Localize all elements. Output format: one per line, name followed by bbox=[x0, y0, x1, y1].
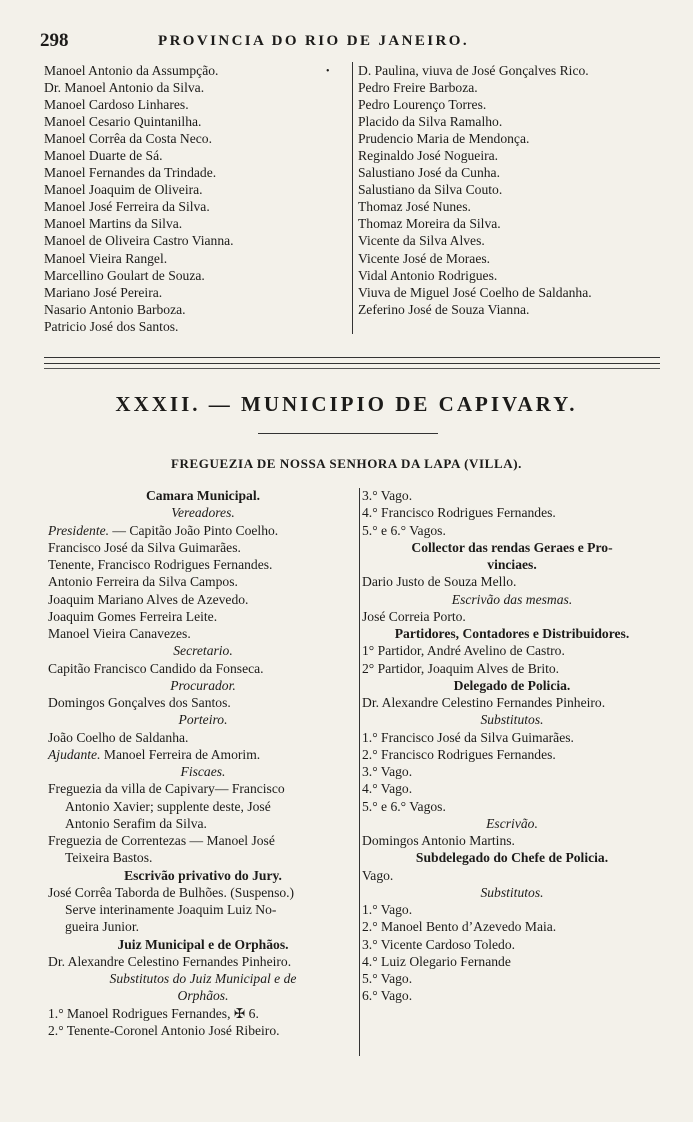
substituto: 1.° Manoel Rodrigues Fernandes, ✠ 6. bbox=[48, 1005, 259, 1021]
list-item: Vidal Antonio Rodrigues. bbox=[358, 267, 498, 283]
list-item: Pedro Lourenço Torres. bbox=[358, 97, 487, 113]
short-rule bbox=[258, 433, 438, 434]
list-item: Nasario Antonio Barboza. bbox=[44, 301, 186, 317]
escrivao-label: Escrivão. bbox=[486, 815, 538, 831]
subdelegado-substituto: 5.° Vago. bbox=[362, 971, 413, 986]
running-title: PROVINCIA DO RIO DE JANEIRO. bbox=[158, 33, 469, 49]
list-item: Thomaz Moreira da Silva. bbox=[358, 216, 501, 232]
porteiro: João Coelho de Saldanha. bbox=[48, 729, 189, 745]
list-item: Salustiano da Silva Couto. bbox=[358, 182, 503, 198]
vago-3: 3.° Vago. bbox=[362, 488, 413, 503]
vereador: Tenente, Francisco Rodrigues Fernandes. bbox=[48, 557, 273, 572]
subdelegado: Vago. bbox=[362, 867, 394, 883]
ajudante-label: Ajudante. bbox=[48, 746, 101, 762]
delegado-substituto: 4.° Vago. bbox=[362, 781, 413, 797]
list-item: Manoel Cesario Quintanilha. bbox=[44, 114, 202, 130]
subdelegado-substituto: 2.° Manoel Bento d’Azevedo Maia. bbox=[362, 919, 557, 935]
secretario: Capitão Francisco Candido da Fonseca. bbox=[48, 660, 264, 676]
list-item: Prudencio Maria de Mendonça. bbox=[358, 131, 530, 147]
substitutos-label: Substitutos. bbox=[480, 884, 544, 900]
list-item: Salustiano José da Cunha. bbox=[358, 165, 500, 181]
list-item: Vicente da Silva Alves. bbox=[358, 233, 485, 249]
presidente-line bbox=[48, 522, 358, 539]
procurador: Domingos Gonçalves dos Santos. bbox=[48, 695, 231, 710]
delegado-heading: Delegado de Policia. bbox=[453, 677, 571, 693]
escrivao-jury: José Corrêa Taborda de Bulhões. (Suspenso.) bbox=[48, 884, 295, 900]
double-rule bbox=[44, 357, 660, 364]
list-item: Manoel Cardoso Linhares. bbox=[44, 97, 189, 113]
list-item: Viuva de Miguel José Coelho de Saldanha. bbox=[358, 284, 592, 300]
vereador: Francisco José da Silva Guimarães. bbox=[48, 539, 241, 555]
escrivao: Domingos Antonio Martins. bbox=[362, 833, 515, 848]
parish-title: FREGUEZIA DE NOSSA SENHORA DA LAPA (VILLA). bbox=[171, 456, 522, 471]
subdelegado-heading: Subdelegado do Chefe de Policia. bbox=[415, 850, 609, 866]
partidor: 2° Partidor, Joaquim Alves de Brito. bbox=[362, 660, 560, 676]
delegado-substituto: 2.° Francisco Rodrigues Fernandes. bbox=[362, 746, 556, 762]
column-divider bbox=[359, 488, 360, 1056]
fiscal-1-cont: Antonio Serafim da Silva. bbox=[65, 815, 207, 831]
porteiro-label: Porteiro. bbox=[178, 712, 228, 728]
secretario-label: Secretario. bbox=[173, 643, 233, 659]
partidor: 1° Partidor, André Avelino de Castro. bbox=[362, 643, 565, 659]
delegado-substituto: 1.° Francisco José da Silva Guimarães. bbox=[362, 729, 574, 745]
escrivao-jury-heading: Escrivão privativo do Jury. bbox=[124, 867, 282, 883]
list-item: Manoel Fernandes da Trindade. bbox=[44, 165, 217, 181]
page-header bbox=[40, 30, 652, 52]
list-item: Mariano José Pereira. bbox=[44, 284, 163, 300]
escrivao-jury-cont: gueira Junior. bbox=[65, 919, 139, 935]
coletor: Dario Justo de Souza Mello. bbox=[362, 574, 517, 590]
presidente-label: Presidente. bbox=[48, 522, 110, 538]
fiscal-1-cont: Antonio Xavier; supplente deste, José bbox=[65, 798, 271, 814]
vereador: Manoel Vieira Canavezes. bbox=[48, 626, 191, 641]
substitutos-label-cont: Orphãos. bbox=[177, 988, 229, 1004]
list-item: Thomaz José Nunes. bbox=[358, 199, 471, 215]
escrivao: José Correia Porto. bbox=[362, 608, 466, 624]
vereador: Antonio Ferreira da Silva Campos. bbox=[48, 574, 238, 590]
partidores-heading: Partidores, Contadores e Distribuidores. bbox=[394, 626, 630, 641]
fiscal-1: Freguezia da villa de Capivary— Francisco bbox=[48, 781, 285, 797]
list-item: D. Paulina, viuva de José Gonçalves Rico. bbox=[358, 63, 589, 78]
list-item: Manoel Vieira Rangel. bbox=[44, 250, 168, 266]
ajudante-name: Manoel Ferreira de Amorim. bbox=[100, 746, 261, 762]
juiz-heading: Juiz Municipal e de Orphãos. bbox=[117, 936, 289, 952]
substitutos-label: Substitutos do Juiz Municipal e de bbox=[109, 971, 297, 986]
substituto: 2.° Tenente-Coronel Antonio José Ribeiro. bbox=[48, 1022, 280, 1038]
list-item: Marcellino Goulart de Souza. bbox=[44, 267, 205, 283]
vagos-5-6: 5.° e 6.° Vagos. bbox=[362, 522, 446, 538]
juiz: Dr. Alexandre Celestino Fernandes Pinheiro. bbox=[48, 953, 292, 969]
list-item: Manoel Joaquim de Oliveira. bbox=[44, 182, 203, 198]
subdelegado-substituto: 3.° Vicente Cardoso Toledo. bbox=[362, 936, 516, 952]
list-item: Reginaldo José Nogueira. bbox=[358, 148, 499, 164]
list-item: Manoel Duarte de Sá. bbox=[44, 148, 163, 164]
escrivao-label: Escrivão das mesmas. bbox=[451, 591, 573, 607]
presidente-name: — Capitão João Pinto Coelho. bbox=[109, 522, 279, 538]
vereadores-label: Vereadores. bbox=[171, 505, 235, 521]
list-item: Placido da Silva Ramalho. bbox=[358, 114, 503, 130]
column-divider bbox=[352, 62, 353, 334]
list-item: Manoel Corrêa da Costa Neco. bbox=[44, 131, 212, 147]
left-column bbox=[48, 487, 358, 1039]
list-item: Manoel José Ferreira da Silva. bbox=[44, 199, 210, 215]
list-item: Vicente José de Moraes. bbox=[358, 250, 491, 266]
coletor-heading: Collector das rendas Geraes e Pro- bbox=[411, 539, 613, 555]
top-right-name-list bbox=[358, 62, 592, 318]
list-item: Patricio José dos Santos. bbox=[44, 318, 179, 334]
vereador: Joaquim Mariano Alves de Azevedo. bbox=[48, 591, 249, 607]
fiscaes-label: Fiscaes. bbox=[180, 764, 226, 779]
stray-dot: • bbox=[326, 66, 330, 77]
list-item: Manoel Antonio da Assumpção. bbox=[44, 63, 219, 78]
page-number: 298 bbox=[40, 30, 69, 51]
subdelegado-substituto: 4.° Luiz Olegario Fernande bbox=[362, 953, 511, 969]
section-title: XXXII. — MUNICIPIO DE CAPIVARY. bbox=[115, 392, 578, 416]
fiscal-2-cont: Teixeira Bastos. bbox=[65, 850, 153, 866]
procurador-label: Procurador. bbox=[170, 677, 236, 693]
vereador-4: 4.° Francisco Rodrigues Fernandes. bbox=[362, 505, 556, 521]
rule bbox=[44, 368, 660, 369]
ajudante-line bbox=[48, 746, 358, 763]
list-item: Manoel de Oliveira Castro Vianna. bbox=[44, 233, 234, 249]
list-item: Manoel Martins da Silva. bbox=[44, 216, 183, 232]
delegado-substituto: 3.° Vago. bbox=[362, 764, 413, 779]
list-item: Zeferino José de Souza Vianna. bbox=[358, 301, 530, 317]
vereador: Joaquim Gomes Ferreira Leite. bbox=[48, 608, 218, 624]
right-column bbox=[362, 487, 662, 1005]
fiscal-2: Freguezia de Correntezas — Manoel José bbox=[48, 833, 275, 848]
delegado-substituto: 5.° e 6.° Vagos. bbox=[362, 798, 446, 814]
subdelegado-substituto: 1.° Vago. bbox=[362, 902, 413, 917]
top-left-name-list bbox=[44, 62, 234, 335]
substitutos-label: Substitutos. bbox=[480, 712, 544, 728]
subdelegado-substituto: 6.° Vago. bbox=[362, 988, 413, 1004]
coletor-heading-cont: vinciaes. bbox=[487, 557, 537, 572]
escrivao-jury-cont: Serve interinamente Joaquim Luiz No- bbox=[65, 902, 277, 917]
list-item: Dr. Manoel Antonio da Silva. bbox=[44, 80, 205, 96]
list-item: Pedro Freire Barboza. bbox=[358, 80, 478, 96]
camara-heading: Camara Municipal. bbox=[145, 488, 261, 503]
delegado: Dr. Alexandre Celestino Fernandes Pinheiro. bbox=[362, 695, 606, 710]
